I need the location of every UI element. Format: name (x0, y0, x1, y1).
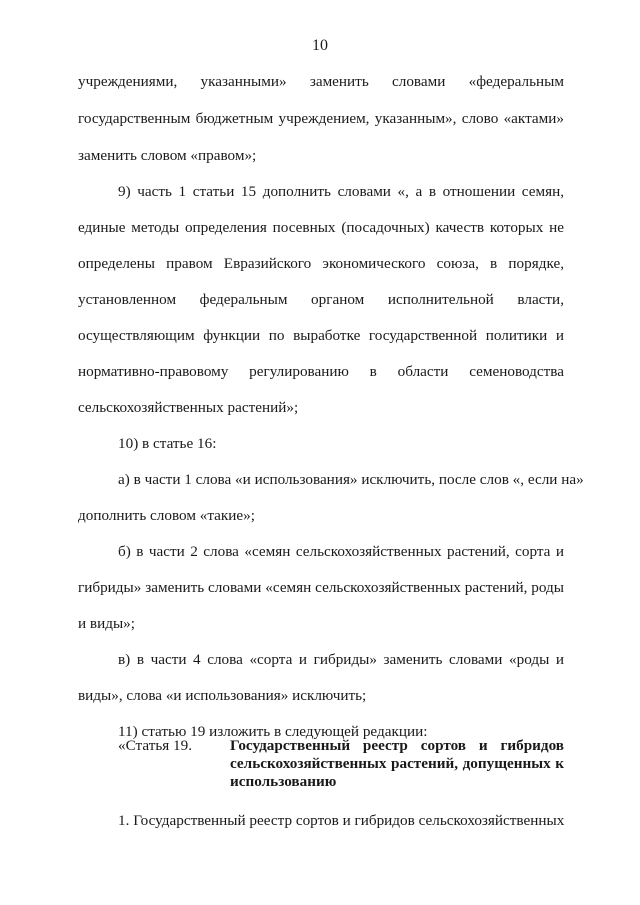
text-line: заменить словом «правом»; (78, 147, 257, 164)
text-line: дополнить словом «такие»; (78, 507, 255, 524)
article-title-line: Государственный реестр сортов и гибридов (230, 737, 564, 754)
subitem-a: а) в части 1 слова «и использования» исключить, после слов «, если на» (118, 471, 584, 488)
text-line: нормативно-правовому регулированию в области семеноводства (78, 363, 564, 380)
subitem-b: б) в части 2 слова «семян сельскохозяйственных растений, сорта и (118, 543, 564, 560)
article-title-line: сельскохозяйственных растений, допущенных к (230, 755, 564, 772)
text-line: государственным бюджетным учреждением, указанным», слово «актами» (78, 110, 564, 127)
page-number: 10 (312, 37, 328, 54)
text-line: гибриды» заменить словами «семян сельскохозяйственных растений, роды (78, 579, 564, 596)
text-line: единые методы определения посевных (посадочных) качеств которых не (78, 219, 564, 236)
text-line: определены правом Евразийского экономического союза, в порядке, (78, 255, 564, 272)
article-paragraph-1: 1. Государственный реестр сортов и гибридов сельскохозяйственных (118, 812, 565, 829)
subitem-v: в) в части 4 слова «сорта и гибриды» заменить словами «роды и (118, 651, 564, 668)
text-line: осуществляющим функции по выработке государственной политики и (78, 327, 564, 344)
paragraph-item-9: 9) часть 1 статьи 15 дополнить словами «, а в отношении семян, (118, 183, 564, 200)
paragraph-item-10: 10) в статье 16: (118, 435, 217, 452)
text-line: сельскохозяйственных растений»; (78, 399, 299, 416)
article-heading (118, 737, 564, 797)
article-label: «Статья 19. (118, 737, 193, 754)
text-line: установленном федеральным органом исполнительной власти, (78, 291, 564, 308)
text-line: виды», слова «и использования» исключить; (78, 687, 367, 704)
article-title-line: использованию (230, 773, 337, 790)
article-title (230, 737, 564, 791)
text-line: и виды»; (78, 615, 135, 632)
text-line: учреждениями, указанными» заменить словами «федеральным (78, 73, 564, 90)
paragraph-item-11: 11) статью 19 изложить в следующей редакции: (118, 723, 428, 740)
